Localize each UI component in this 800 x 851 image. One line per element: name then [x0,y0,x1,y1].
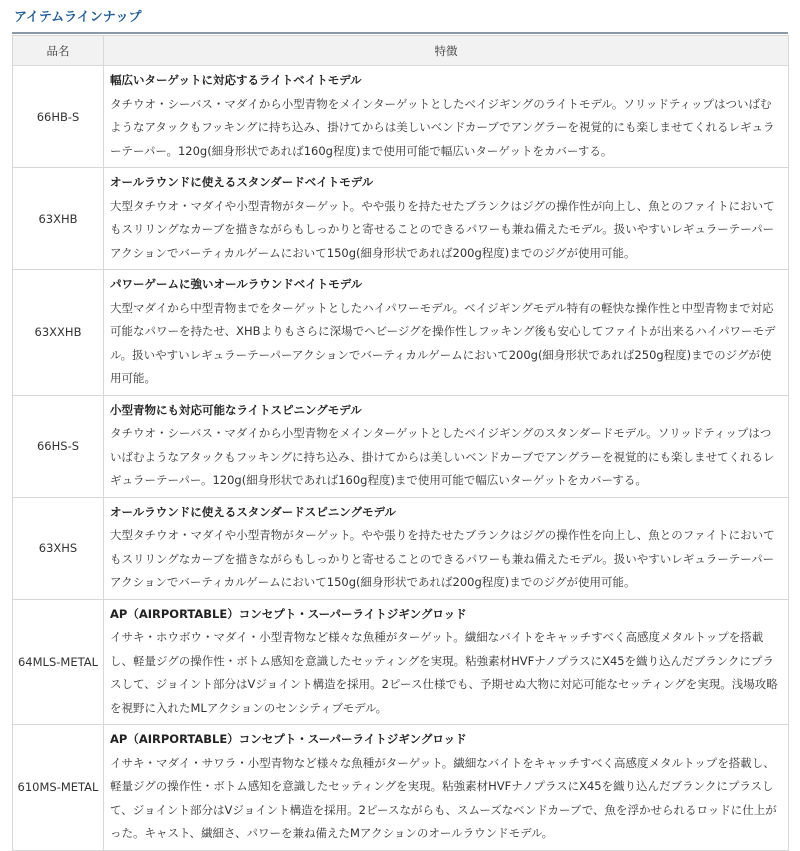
product-features [104,725,789,851]
feature-text: タチウオ・シーバス・マダイから小型青物をメインターゲットとしたベイジギングのスタンダードモデル。ソリッドティップはついばむようなアタックもフッキングに持ち込み、掛けてからは美しいベンドカーブでアングラーを視覚的にも楽しませてくれるレギュラーテーパー。120g(細身形状であれば160g程度)まで使用可能で幅広いターゲットをカバーする。 [110,426,775,487]
product-name: 63XXHB [13,270,104,396]
product-name: 610MS-METAL [13,725,104,851]
product-features [104,168,789,270]
product-name: 66HB-S [13,66,104,168]
feature-heading: 幅広いターゲットに対応するライトベイトモデル [110,73,362,87]
product-features [104,66,789,168]
table-row [13,168,789,270]
product-features [104,497,789,599]
feature-text: タチウオ・シーバス・マダイから小型青物をメインターゲットとしたベイジギングのライトモデル。ソリッドティップはついばむようなアタックもフッキングに持ち込み、掛けてからは美しいベンドカーブでアングラーを視覚的にも楽しませてくれるレギュラーテーパー。120g(細身形状であれば160g程度)まで使用可能で幅広いターゲットをカバーする。 [110,96,775,158]
table-row [13,497,789,599]
product-features [104,599,789,725]
feature-text: イサキ・マダイ・サワラ・小型青物など様々な魚種がターゲット。繊細なバイトをキャッチすべく高感度メタルトップを搭載し、軽量ジグの操作性・ボトム感知を意識したセッティングを実現。粘強素材HVFナノプラスにX45を織り込んだブランクにプラスして、ジョイント部分はVジョイント構造を採用。2ピースながらも、スムーズなベンドカーブで、魚を浮かせられるロッドに仕上がった。キャスト、繊細さ、パワーを兼ね備えたMアクションのオールラウンドモデル。 [110,755,777,840]
item-lineup-table [12,35,789,851]
feature-heading: 小型青物にも対応可能なライトスピニングモデル [110,402,362,417]
table-row [13,725,789,851]
product-name: 63XHS [13,497,104,599]
title-divider [12,32,788,34]
product-name: 66HS-S [13,395,104,497]
table-header-row [13,36,789,66]
feature-heading: オールラウンドに使えるスタンダードスピニングモデル [110,504,396,519]
product-features [104,270,789,396]
product-name: 64MLS-METAL [13,599,104,725]
feature-heading: オールラウンドに使えるスタンダードベイトモデル [110,175,374,189]
feature-heading: AP（AIRPORTABLE）コンセプト・スーパーライトジギングロッド [110,606,467,621]
header-features: 特徴 [104,36,789,66]
feature-heading: AP（AIRPORTABLE）コンセプト・スーパーライトジギングロッド [110,732,467,746]
feature-text: 大型タチウオ・マダイや小型青物がターゲット。やや張りを持たせたブランクはジグの操作性を向上し、魚とのファイトにおいてもスリリングなカーブを描きながらもしっかりと寄せることのできるパワーも兼ね備えたモデル。扱いやすいレギュラーテーパーアクションでバーティカルゲームにおいて150g(細身形状であれば200g程度)までのジグが使用可能。 [110,528,775,589]
feature-text: イサキ・ホウボウ・マダイ・小型青物など様々な魚種がターゲット。繊細なバイトをキャッチすべく高感度メタルトップを搭載し、軽量ジグの操作性・ボトム感知を意識したセッティングを実現。粘強素材HVFナノプラスにX45を織り込んだブランクにプラスして、ジョイント部分はVジョイント構造を採用。2ピース仕様でも、予期せぬ大物に対応可能なセッティングを実現。浅場攻略を視野に入れたMLアクションのセンシティブモデル。 [110,630,778,715]
product-features [104,395,789,497]
product-name: 63XHB [13,168,104,270]
table-row [13,270,789,396]
section-title: アイテムラインナップ [14,10,142,25]
feature-text: 大型マダイから中型青物までをターゲットとしたハイパワーモデル。ベイジギングモデル特有の軽快な操作性と中型青物まで対応可能なパワーを持たせ、XHBよりもさらに深場でヘビージグを操作性しフッキング後も安心してファイトが出来るハイパワーモデル。扱いやすいレギュラーテーパーアクションでバーティカルゲームにおいて200g(細身形状であれば250g程度)までのジグが使用可能。 [110,300,776,385]
table-row [13,599,789,725]
feature-text: 大型タチウオ・マダイや小型青物がターゲット。やや張りを持たせたブランクはジグの操作性が向上し、魚とのファイトにおいてもスリリングなカーブを描きながらもしっかりと寄せることのできるパワーも兼ね備えたモデル。扱いやすいレギュラーテーパーアクションでバーティカルゲームにおいて150g(細身形状であれば200g程度)までのジグが使用可能。 [110,198,775,260]
table-row [13,66,789,168]
header-product-name: 品名 [13,36,104,66]
table-row [13,395,789,497]
feature-heading: パワーゲームに強いオールラウンドベイトモデル [110,277,363,291]
